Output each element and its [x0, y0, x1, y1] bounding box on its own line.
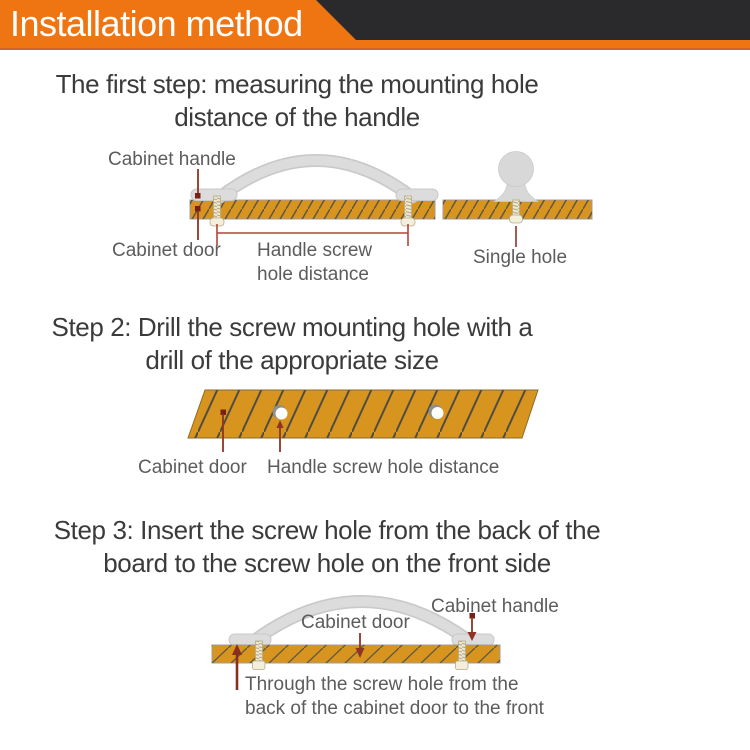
- label-screw-distance-1: Handle screw hole distance: [257, 240, 373, 285]
- label-single-hole: Single hole: [473, 247, 568, 268]
- step1-title-line2: distance of the handle: [174, 102, 420, 132]
- step3-title-line2: board to the screw hole on the front side: [103, 548, 551, 578]
- leader-cabinet-handle: [195, 169, 201, 199]
- label-cabinet-door-2: Cabinet door: [138, 457, 247, 478]
- knob-handle: [494, 152, 538, 202]
- step1-title-line1: The first step: measuring the mounting hole: [55, 69, 539, 99]
- step1-title: [0, 68, 594, 134]
- step3-title-line1: Step 3: Insert the screw hole from the back of the: [53, 515, 601, 545]
- label-through-caption: Through the screw hole from the back of the cabinet door to the front: [245, 674, 544, 719]
- label-cabinet-handle-1: Cabinet handle: [108, 149, 236, 170]
- header-banner: [0, 0, 750, 50]
- cabinet-door-board: [190, 200, 435, 219]
- page-title: Installation method: [10, 3, 303, 44]
- step2-title: [0, 311, 584, 377]
- leader-cabinet-door: [195, 206, 201, 240]
- label-cabinet-handle-3: Cabinet handle: [431, 596, 559, 617]
- step3-title: [0, 514, 654, 580]
- step2-title-line2: drill of the appropriate size: [145, 345, 439, 375]
- label-cabinet-door-1: Cabinet door: [112, 240, 221, 261]
- label-screw-distance-2: Handle screw hole distance: [267, 457, 500, 478]
- label-cabinet-door-3: Cabinet door: [301, 612, 410, 633]
- header-dark-ribbon: [316, 0, 750, 40]
- drilled-board: [188, 390, 538, 438]
- step2-title-line1: Step 2: Drill the screw mounting hole with a: [51, 312, 533, 342]
